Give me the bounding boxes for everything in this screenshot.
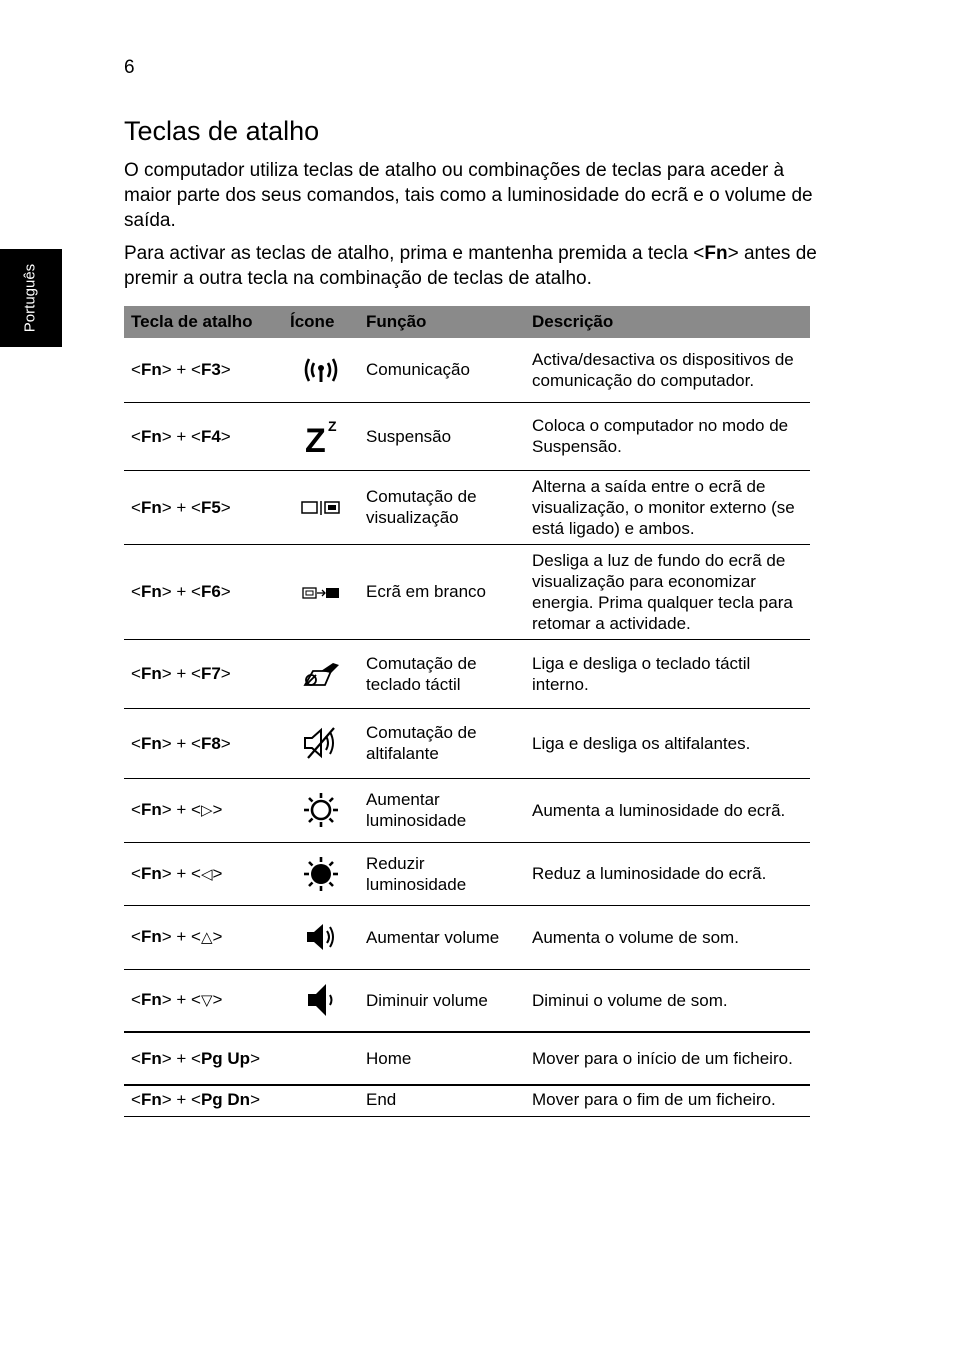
shortcut-cell: <Fn> + <△> <box>124 905 283 969</box>
shortcut-cell: <Fn> + <Pg Up> <box>124 1032 283 1085</box>
function-cell: Home <box>359 1032 525 1085</box>
empty-icon-cell <box>283 1085 359 1116</box>
shortcut-cell: <Fn> + <F6> <box>124 544 283 639</box>
intro-paragraph: O computador utiliza teclas de atalho ou combinações de teclas para aceder à maior parte dos seus comandos, tais como a luminosidade do ecrã e o volume de saída. <box>124 160 813 231</box>
language-side-tab <box>0 249 62 347</box>
table-row <box>124 842 810 905</box>
activation-text-after: > antes de premir a outra tecla na combinação de teclas de atalho. <box>124 243 817 289</box>
activation-key: Fn <box>704 243 728 264</box>
table-row <box>124 969 810 1032</box>
description-cell: Diminui o volume de som. <box>525 969 810 1032</box>
touchpad-toggle-icon <box>283 639 359 708</box>
table-row <box>124 905 810 969</box>
table-row <box>124 544 810 639</box>
function-cell: Comutação de teclado táctil <box>359 639 525 708</box>
shortcut-table <box>124 306 810 1117</box>
function-cell: Reduzir luminosidade <box>359 842 525 905</box>
shortcut-cell: <Fn> + <F5> <box>124 470 283 544</box>
header-shortcut: Tecla de atalho <box>124 306 283 338</box>
display-toggle-icon <box>283 470 359 544</box>
shortcut-cell: <Fn> + <F3> <box>124 338 283 402</box>
header-description: Descrição <box>525 306 810 338</box>
function-cell: Comutação de altifalante <box>359 708 525 778</box>
empty-icon-cell <box>283 1032 359 1085</box>
function-cell: Diminuir volume <box>359 969 525 1032</box>
description-cell: Alterna a saída entre o ecrã de visualização, o monitor externo (se está ligado) e ambos. <box>525 470 810 544</box>
page-number: 6 <box>124 57 135 78</box>
function-cell: Comunicação <box>359 338 525 402</box>
description-cell: Mover para o início de um ficheiro. <box>525 1032 810 1085</box>
table-row <box>124 1032 810 1085</box>
shortcut-cell: <Fn> + <Pg Dn> <box>124 1085 283 1116</box>
description-cell: Desliga a luz de fundo do ecrã de visualização para economizar energia. Prima qualquer tecla para retomar a actividade. <box>525 544 810 639</box>
brightness-down-icon <box>283 842 359 905</box>
function-cell: End <box>359 1085 525 1116</box>
table-row <box>124 402 810 470</box>
activation-paragraph <box>124 241 824 291</box>
header-icon: Ícone <box>283 306 359 338</box>
speaker-mute-icon <box>283 708 359 778</box>
shortcut-cell: <Fn> + <◁> <box>124 842 283 905</box>
description-cell: Activa/desactiva os dispositivos de comunicação do computador. <box>525 338 810 402</box>
volume-up-icon <box>283 905 359 969</box>
language-label: Português <box>21 263 39 333</box>
table-row <box>124 778 810 842</box>
shortcut-cell: <Fn> + <▽> <box>124 969 283 1032</box>
shortcut-cell: <Fn> + <F7> <box>124 639 283 708</box>
table-row <box>124 1085 810 1116</box>
description-cell: Aumenta a luminosidade do ecrã. <box>525 778 810 842</box>
table-header-row <box>124 306 810 338</box>
table-row <box>124 338 810 402</box>
description-cell: Coloca o computador no modo de Suspensão. <box>525 402 810 470</box>
section-title: Teclas de atalho <box>124 116 320 146</box>
activation-text-before: Para activar as teclas de atalho, prima e mantenha premida a tecla < <box>124 243 705 264</box>
table-row <box>124 639 810 708</box>
description-cell: Mover para o fim de um ficheiro. <box>525 1085 810 1116</box>
header-function: Função <box>359 306 525 338</box>
function-cell: Aumentar luminosidade <box>359 778 525 842</box>
svg-text:Z: Z <box>328 418 337 434</box>
description-cell: Liga e desliga o teclado táctil interno. <box>525 639 810 708</box>
function-cell: Ecrã em branco <box>359 544 525 639</box>
description-cell: Aumenta o volume de som. <box>525 905 810 969</box>
svg-text:Z: Z <box>305 422 326 455</box>
description-cell: Liga e desliga os altifalantes. <box>525 708 810 778</box>
function-cell: Suspensão <box>359 402 525 470</box>
wireless-icon <box>283 338 359 402</box>
shortcut-cell: <Fn> + <F8> <box>124 708 283 778</box>
description-cell: Reduz a luminosidade do ecrã. <box>525 842 810 905</box>
shortcut-cell: <Fn> + <▷> <box>124 778 283 842</box>
table-row <box>124 708 810 778</box>
volume-down-icon <box>283 969 359 1032</box>
sleep-icon <box>283 402 359 470</box>
shortcut-cell: <Fn> + <F4> <box>124 402 283 470</box>
function-cell: Aumentar volume <box>359 905 525 969</box>
screen-blank-icon <box>283 544 359 639</box>
function-cell: Comutação de visualização <box>359 470 525 544</box>
table-row <box>124 470 810 544</box>
brightness-up-icon <box>283 778 359 842</box>
